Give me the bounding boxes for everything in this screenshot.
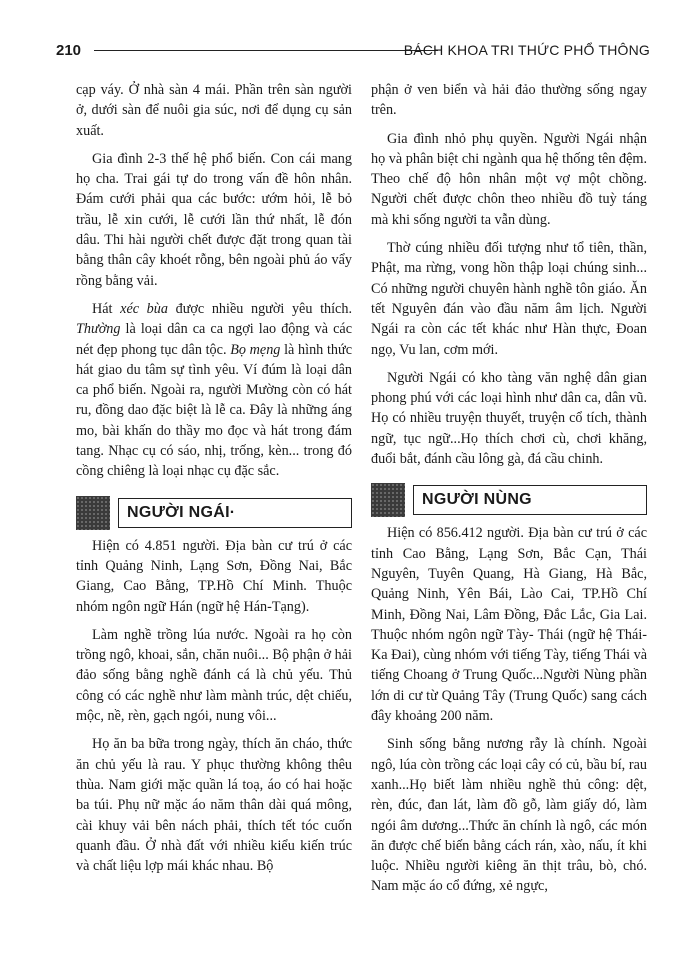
paragraph: Họ ăn ba bữa trong ngày, thích ăn cháo, thức ăn chủ yếu là rau. Y phục thường không thêu thùa. Nam giới mặc quần lá toạ, áo có hai hoặc ba túi. Phụ nữ mặc áo năm thân dài quá mông, cài khuy vải bên nách phải, thích tết tóc cuốn quanh đầu. Ở nhà đất với nhiều kiểu kiến trúc và chất liệu lợp mái khác nhau. Bộ [76, 736, 352, 875]
paragraph: Thờ cúng nhiều đối tượng như tổ tiên, thần, Phật, ma rừng, vong hồn thập loại chúng sinh... Có những người chuyên hành nghề tôn giáo. Ăn tết Nguyên đán vào đầu năm âm lịch. Người Ngái ra còn các tết khác như Hàn thực, Đoan ngọ, Vu lan, cơm mới. [371, 240, 647, 358]
page-header [56, 40, 650, 66]
paragraph: Người Ngái có kho tàng văn nghệ dân gian phong phú với các loại hình như dân ca, dân vũ. Họ có nhiều truyện thuyết, truyện cổ tích, thành ngữ, tục ngữ...Họ thích chơi cù, chơi khăng, đuổi bắt, đánh cầu lông gà, đá cầu chinh. [371, 369, 647, 468]
running-title: BÁCH KHOA TRI THỨC PHỔ THÔNG [403, 42, 650, 58]
italic-term: Bọ mẹng [230, 341, 281, 358]
paragraph: cạp váy. Ở nhà sàn 4 mái. Phần trên sàn người ở, dưới sàn để nuôi gia súc, nơi để dụng cụ sản xuất. [76, 82, 352, 139]
section-title: NGƯỜI NGÁI· [127, 503, 236, 521]
paragraph: Hiện có 4.851 người. Địa bàn cư trú ở các tỉnh Quảng Ninh, Lạng Sơn, Đồng Nai, Bắc Giang, Cao Bằng, TP.Hồ Chí Minh. Thuộc nhóm ngôn ngữ Hán (ngữ hệ Hán-Tạng). [76, 537, 352, 615]
section-title: NGƯỜI NÙNG [422, 491, 532, 509]
section-ornament-square [371, 483, 405, 517]
paragraph: Làm nghề trồng lúa nước. Ngoài ra họ còn trồng ngô, khoai, sắn, chăn nuôi... Bộ phận ở hải đảo sống bằng nghề đánh cá là chủ yếu. Thủ công có các nghề như làm mành trúc, dệt chiếu, mộc, nề, rèn, gạch ngói, nung vôi... [76, 626, 352, 725]
italic-term: Thường [76, 321, 121, 338]
section-title-box [118, 498, 352, 528]
paragraph: Hát xéc bùa được nhiều người yêu thích. Thường là loại dân ca ca ngợi lao động và các nét đẹp phong tục dân tộc. Bọ mẹng là hình thức hát giao du tâm sự tình yêu. Ví đúm là loại dân ca phổ biến. Ngoài ra, người Mường còn có hát ru, đồng dao đặc biệt là lễ ca. Đây là những áng mo, bài khấn do thầy mo đọc và hát trong đám tang. Nhạc cụ có sáo, nhị, trống, kèn... trong đó cồng chiêng là loại nhạc cụ đặc sắc. [76, 300, 352, 480]
paragraph: Hiện có 856.412 người. Địa bàn cư trú ở các tỉnh Cao Bằng, Lạng Sơn, Bắc Cạn, Thái Nguyên, Tuyên Quang, Hà Giang, Hà Bắc, Quảng Ninh, Yên Bái, Lào Cai, TP.Hồ Chí Minh, Đồng Nai, Lâm Đồng, Đắc Lắc, Gia Lai. Thuộc nhóm ngôn ngữ Tày- Thái (ngữ hệ Thái- Ka Đai), cùng nhóm với tiếng Tày, tiếng Thái và tiếng Choang ở Trung Quốc...Người Nùng phần lớn di cư từ Quảng Tây (Trung Quốc) sang cách đây khoảng 200 năm. [371, 525, 647, 725]
section-title-box [413, 485, 647, 515]
page-number: 210 [56, 42, 82, 59]
paragraph: phận ở ven biển và hải đảo thường sống ngay trên. [371, 82, 647, 119]
italic-term: xéc bùa [120, 300, 168, 317]
left-column [76, 80, 352, 884]
header-rule [94, 50, 438, 51]
paragraph: Gia đình 2-3 thế hệ phổ biến. Con cái mang họ cha. Trai gái tự do trong vấn đề hôn nhân. Đám cưới phải qua các bước: ướm hỏi, lễ bỏ trầu, lễ xin cưới, lễ cưới lần thứ nhất, lễ đón dâu. Thi hài người chết được đặt trong quan tài bằng thân cây khoét rỗng, bên ngoài phủ áo vẩy rồng bằng vải. [76, 150, 352, 289]
paragraph: Sinh sống bằng nương rẫy là chính. Ngoài ngô, lúa còn trồng các loại cây có củ, bầu bí, rau xanh...Họ biết làm nhiều nghề thủ công: dệt, rèn, đúc, đan lát, làm đồ gỗ, làm giấy dó, làm ngói âm dương...Thức ăn chính là ngô, các món ăn được chế biến bằng cách rán, xào, nấu, ít khi luộc. Nhiều người kiêng ăn thịt trâu, bò, chó. Nam mặc áo cổ đứng, xẻ ngực, [371, 736, 647, 895]
right-column [371, 80, 647, 905]
section-header-ngai [76, 494, 352, 530]
section-ornament-square [76, 496, 110, 530]
paragraph: Gia đình nhỏ phụ quyền. Người Ngái nhận họ và phân biệt chi ngành qua hệ thống tên đệm. Theo chế độ hôn nhân một vợ một chồng. Người chết được chôn theo nhiều đồ tuỳ táng mà khi sống người ta vẫn dùng. [371, 130, 647, 228]
section-header-nung [371, 481, 647, 517]
